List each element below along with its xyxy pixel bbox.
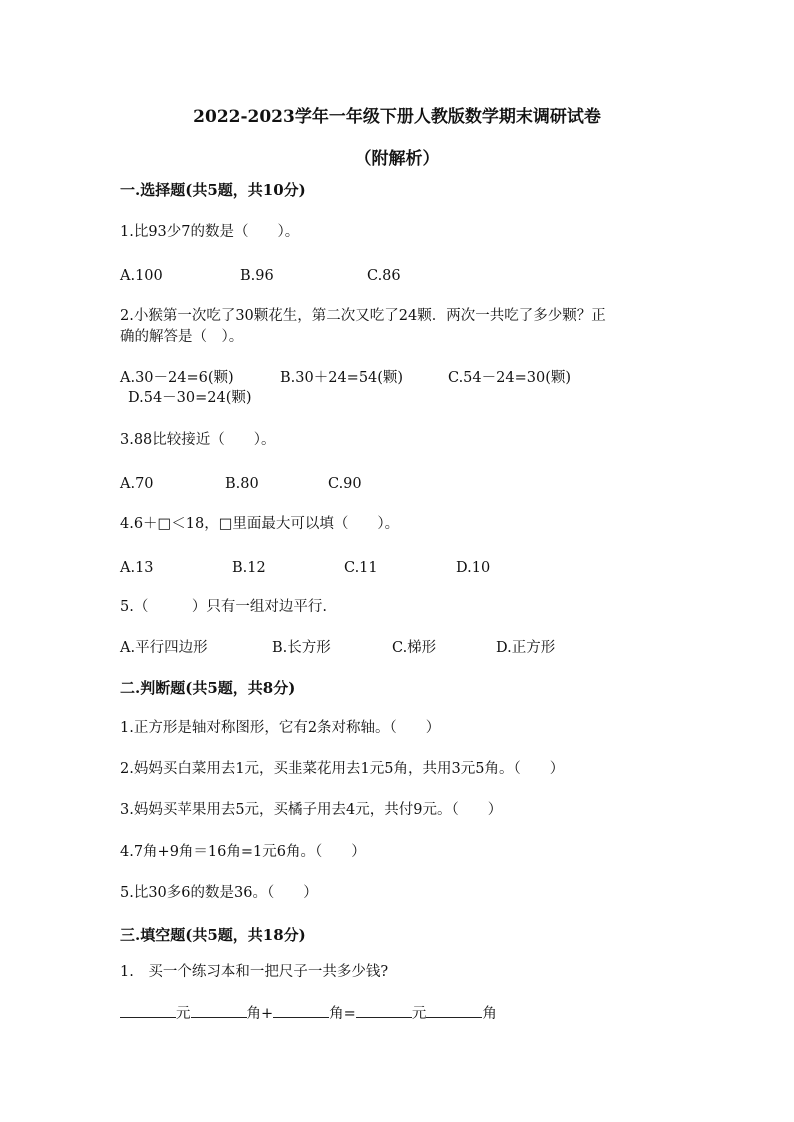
- option: C.90: [328, 476, 362, 492]
- option: B.96: [240, 268, 274, 284]
- section-heading-judge: 二.判断题(共5题，共8分): [120, 679, 296, 697]
- question-text: 2.妈妈买白菜用去1元，买韭菜花用去1元5角，共用3元5角。（ ）: [120, 761, 565, 777]
- unit-label: 元: [176, 1006, 191, 1022]
- question-text: 3.妈妈买苹果用去5元，买橘子用去4元，共付9元。（ ）: [120, 802, 503, 818]
- question-text: 1.比93少7的数是（ ）。: [120, 224, 300, 240]
- option: C.梯形: [392, 640, 437, 656]
- page-title: 2022-2023学年一年级下册人教版数学期末调研试卷: [193, 107, 601, 127]
- unit-label: 元: [411, 1006, 427, 1022]
- option: A.100: [120, 268, 163, 284]
- option: C.54－24=30(颗): [448, 370, 572, 386]
- option: A.13: [120, 560, 154, 576]
- option: D.10: [456, 560, 491, 576]
- question-text: 5.（ ）只有一组对边平行.: [120, 599, 327, 615]
- option: D.54－30=24(颗): [128, 390, 252, 406]
- section-heading-fill: 三.填空题(共5题，共18分): [120, 926, 306, 944]
- question-text: 2.小猴第一次吃了30颗花生，第二次又吃了24颗．两次一共吃了多少颗？正: [120, 308, 606, 324]
- answer-blank[interactable]: [273, 1003, 329, 1018]
- question-text: 5.比30多6的数是36。（ ）: [120, 885, 318, 901]
- question-text: 3.88比较接近（ ）。: [120, 432, 276, 448]
- option: C.11: [344, 560, 378, 576]
- unit-label: 角=: [329, 1006, 356, 1022]
- option: A.30－24=6(颗): [120, 370, 234, 386]
- question-text: 4.7角+9角＝16角=1元6角。（ ）: [120, 844, 366, 860]
- question-text: 1.正方形是轴对称图形，它有2条对称轴。（ ）: [120, 720, 441, 736]
- answer-blank[interactable]: [191, 1003, 247, 1018]
- section-heading-choice: 一.选择题(共5题，共10分): [120, 181, 306, 199]
- option: B.80: [225, 476, 259, 492]
- unit-label: 角: [482, 1006, 497, 1022]
- question-text: 确的解答是（ ）。: [120, 329, 244, 345]
- question-text: 1. 买一个练习本和一把尺子一共多少钱?: [120, 964, 389, 980]
- question-text: 4.6＋□＜18，□里面最大可以填（ ）。: [120, 516, 400, 532]
- unit-label: 角+: [246, 1006, 274, 1022]
- option: D.正方形: [496, 640, 556, 656]
- option: C.86: [367, 268, 401, 284]
- option: B.长方形: [272, 640, 331, 656]
- option: A.70: [120, 476, 154, 492]
- fill-blank-row: [120, 1003, 497, 1024]
- answer-blank[interactable]: [426, 1003, 482, 1018]
- answer-blank[interactable]: [356, 1003, 412, 1018]
- option: B.30＋24=54(颗): [280, 370, 404, 386]
- answer-blank[interactable]: [120, 1003, 176, 1018]
- option: B.12: [232, 560, 266, 576]
- page-subtitle: （附解析）: [354, 149, 440, 169]
- option: A.平行四边形: [120, 640, 208, 656]
